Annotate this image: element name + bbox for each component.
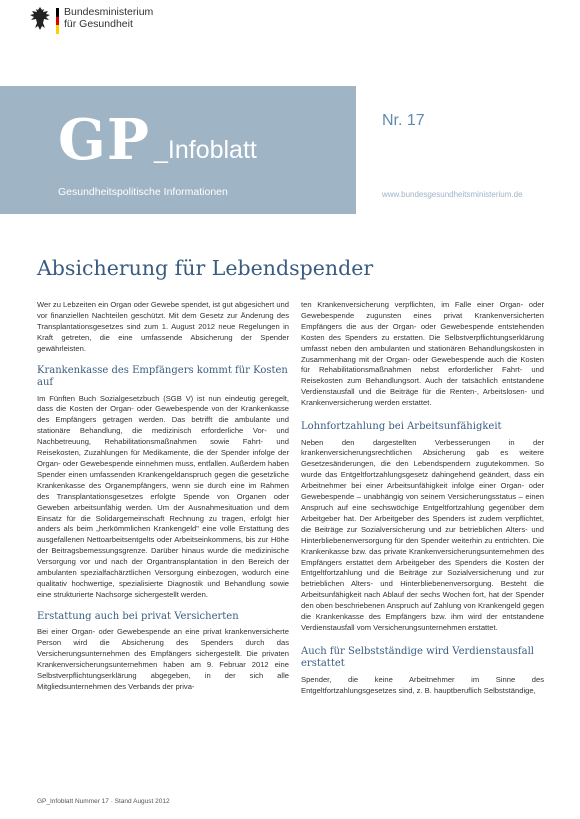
federal-eagle-icon (28, 6, 52, 34)
ministry-name (64, 6, 153, 30)
section-heading-krankenkasse: Krankenkasse des Empfängers kommt für Kosten auf (37, 364, 288, 389)
website-url[interactable]: www.bundesgesundheitsministerium.de (382, 190, 523, 199)
section-paragraph-krankenkasse: Im Fünften Buch Sozialgesetzbuch (SGB V) ist nun eindeutig geregelt, dass die Kosten der Organ- oder Gewebespende von der Krankenkasse des Empfängers getragen werden. Das betrifft die ambulante und stationäre Behandlung, die medizinisch erforderliche Vor- und Nachbetreuung, Rehabilitationsmaßnahmen sowie Fahrt- und Reisekosten, Zuzahlungen für Medikamente, die der Spender infolge der Organ- oder Gewebespende einnehmen muss, entfallen. Außerdem haben Spender einen umfassenden Krankengeldanspruch gegen die gesetzliche Krankenkasse des Organempfängers, wenn sie durch eine im Rahmen des Transplantationsgesetzes erfolgte Spende von Organen oder Geweben arbeitsunfähig werden. Um der Ausnahmesituation und dem Einsatz für die Solidargemeinschaft Rechnung zu tragen, erfolgt hier anders als beim „herkömmlichen Krankengeld" eine volle Erstattung des ausgefallenen Nettoarbeitsentgelts oder Arbeitseinkommens, bis zur Höhe der Beitragsbemessungsgrenze. Darüber hinaus wurde die medizinische Versorgung vor und nach der Organtransplantation in den Bereich der ambulanten spezialfachärztlichen Versorgung einbezogen, wodurch eine qualitativ hochwertige, spezialisierte Diagnostik und Behandlung sowie eine strukturierte Nachsorge sichergestellt werden. (37, 393, 289, 599)
section-paragraph-selbststaendige: Spender, die keine Arbeitnehmer im Sinne des Entgeltfortzahlungsgesetzes sind, z. B. hauptberuflich Selbstständige, (301, 674, 544, 695)
page-footer: GP_Infoblatt Nummer 17 · Stand August 2012 (37, 798, 170, 805)
banner-subtitle: Gesundheitspolitische Informationen (58, 186, 228, 198)
infoblatt-logo-suffix: _Infoblatt (154, 136, 257, 164)
issue-number: Nr. 17 (382, 112, 425, 129)
flag-black-stripe (56, 8, 59, 17)
right-column (301, 300, 544, 697)
section-paragraph-lohnfortzahlung: Neben den dargestellten Verbesserungen in der krankenversicherungsrechtlichen Absicherung gab es weitere Gesetzesänderungen, die den Lebendspendern zugutekommen. So wurde das Entgeltfortzahlungsgesetz dahingehend geändert, dass ein Arbeitnehmer bei einer Arbeitsunfähigkeit infolge einer Organ- oder Gewebespende – unabhängig von seinem Versicherungsstatus – einen Anspruch auf eine sechswöchige Entgeltfortzahlung gegenüber dem Arbeitgeber hat. Der Arbeitgeber des Spenders ist zudem verpflichtet, die Beiträge zur Sozialversicherung und zur betrieblichen Alters- und Hinterbliebenenversorgung für den Spender weiterhin zu entrichten. Die Krankenkasse bzw. das private Krankenversicherungsunternehmen des Empfängers erstattet dem Arbeitgeber des Spenders die Kosten der Entgeltfortzahlung und die Beiträge zur Sozialversicherung und zur betrieblichen Alters- und Hinterbliebenenversorgung. Besteht die Arbeitsunfähigkeit nach Ablauf der sechs Wochen fort, hat der Spender den oben beschriebenen Anspruch auf Zahlung von Krankengeld gegen die Krankenkasse des Empfängers bzw. ihm wird der entstandene Verdienstausfall vom Versicherungsunternehmen erstattet. (301, 437, 544, 632)
left-column (37, 300, 289, 693)
ministry-line-1: Bundesministerium (64, 6, 154, 18)
section-heading-selbststaendige: Auch für Selbstständige wird Verdienstausfall erstattet (301, 645, 534, 670)
section-paragraph-privat: Bei einer Organ- oder Gewebespende an eine privat krankenversicherte Person wird die Absicherung des Spenders durch das Versicherungsunternehmen des Empfängers sichergestellt. Die privaten Krankenversicherungsunternehmen haben am 9. Februar 2012 eine Selbstverpflichtungserklärung abgegeben, in der sich alle Mitgliedsunternehmen des Verbands der priva- (37, 627, 289, 691)
intro-paragraph: Wer zu Lebzeiten ein Organ oder Gewebe spendet, ist gut abgesichert und vor finanziellen Nachteilen geschützt. Mit dem Gesetz zur Änderung des Transplantationsgesetzes sind zum 1. August 2012 neue Regelungen in Kraft getreten, die eine umfassende Absicherung der Spender gewährleisten. (37, 300, 289, 353)
section-heading-lohnfortzahlung: Lohnfortzahlung bei Arbeitsunfähigkeit (301, 421, 502, 433)
flag-red-stripe (56, 17, 59, 26)
page-title: Absicherung für Lebendspender (37, 256, 374, 280)
ministry-line-2: für Gesundheit (64, 18, 133, 30)
section-heading-privat: Erstattung auch bei privat Versicherten (37, 610, 239, 622)
continued-paragraph: ten Krankenversicherung verpflichten, im Falle einer Organ- oder Gewebespende zugunsten eines privat Krankenversicherten Empfängers die aus der Organ- oder Gewebespende entstehenden Kosten des Spenders zu erstatten. Die Selbstverpflichtungserklärung umfasst neben den ambulanten und stationären Behandlungskosten in Zusammenhang mit der Organ- oder Gewebespende auch die Kosten für Rehabilitationsmaßnahmen nebst erforderlicher Fahrt- und Reisekosten zum Behandlungsort. Auch der tatsächlich entstandene Verdienstausfall und die Beiträge für die Renten-, Arbeitslosen- und Krankenversicherung werden erstattet. (301, 300, 544, 408)
flag-gold-stripe (56, 25, 59, 34)
gp-logo: GP (58, 107, 150, 173)
flag-bar (56, 8, 59, 34)
